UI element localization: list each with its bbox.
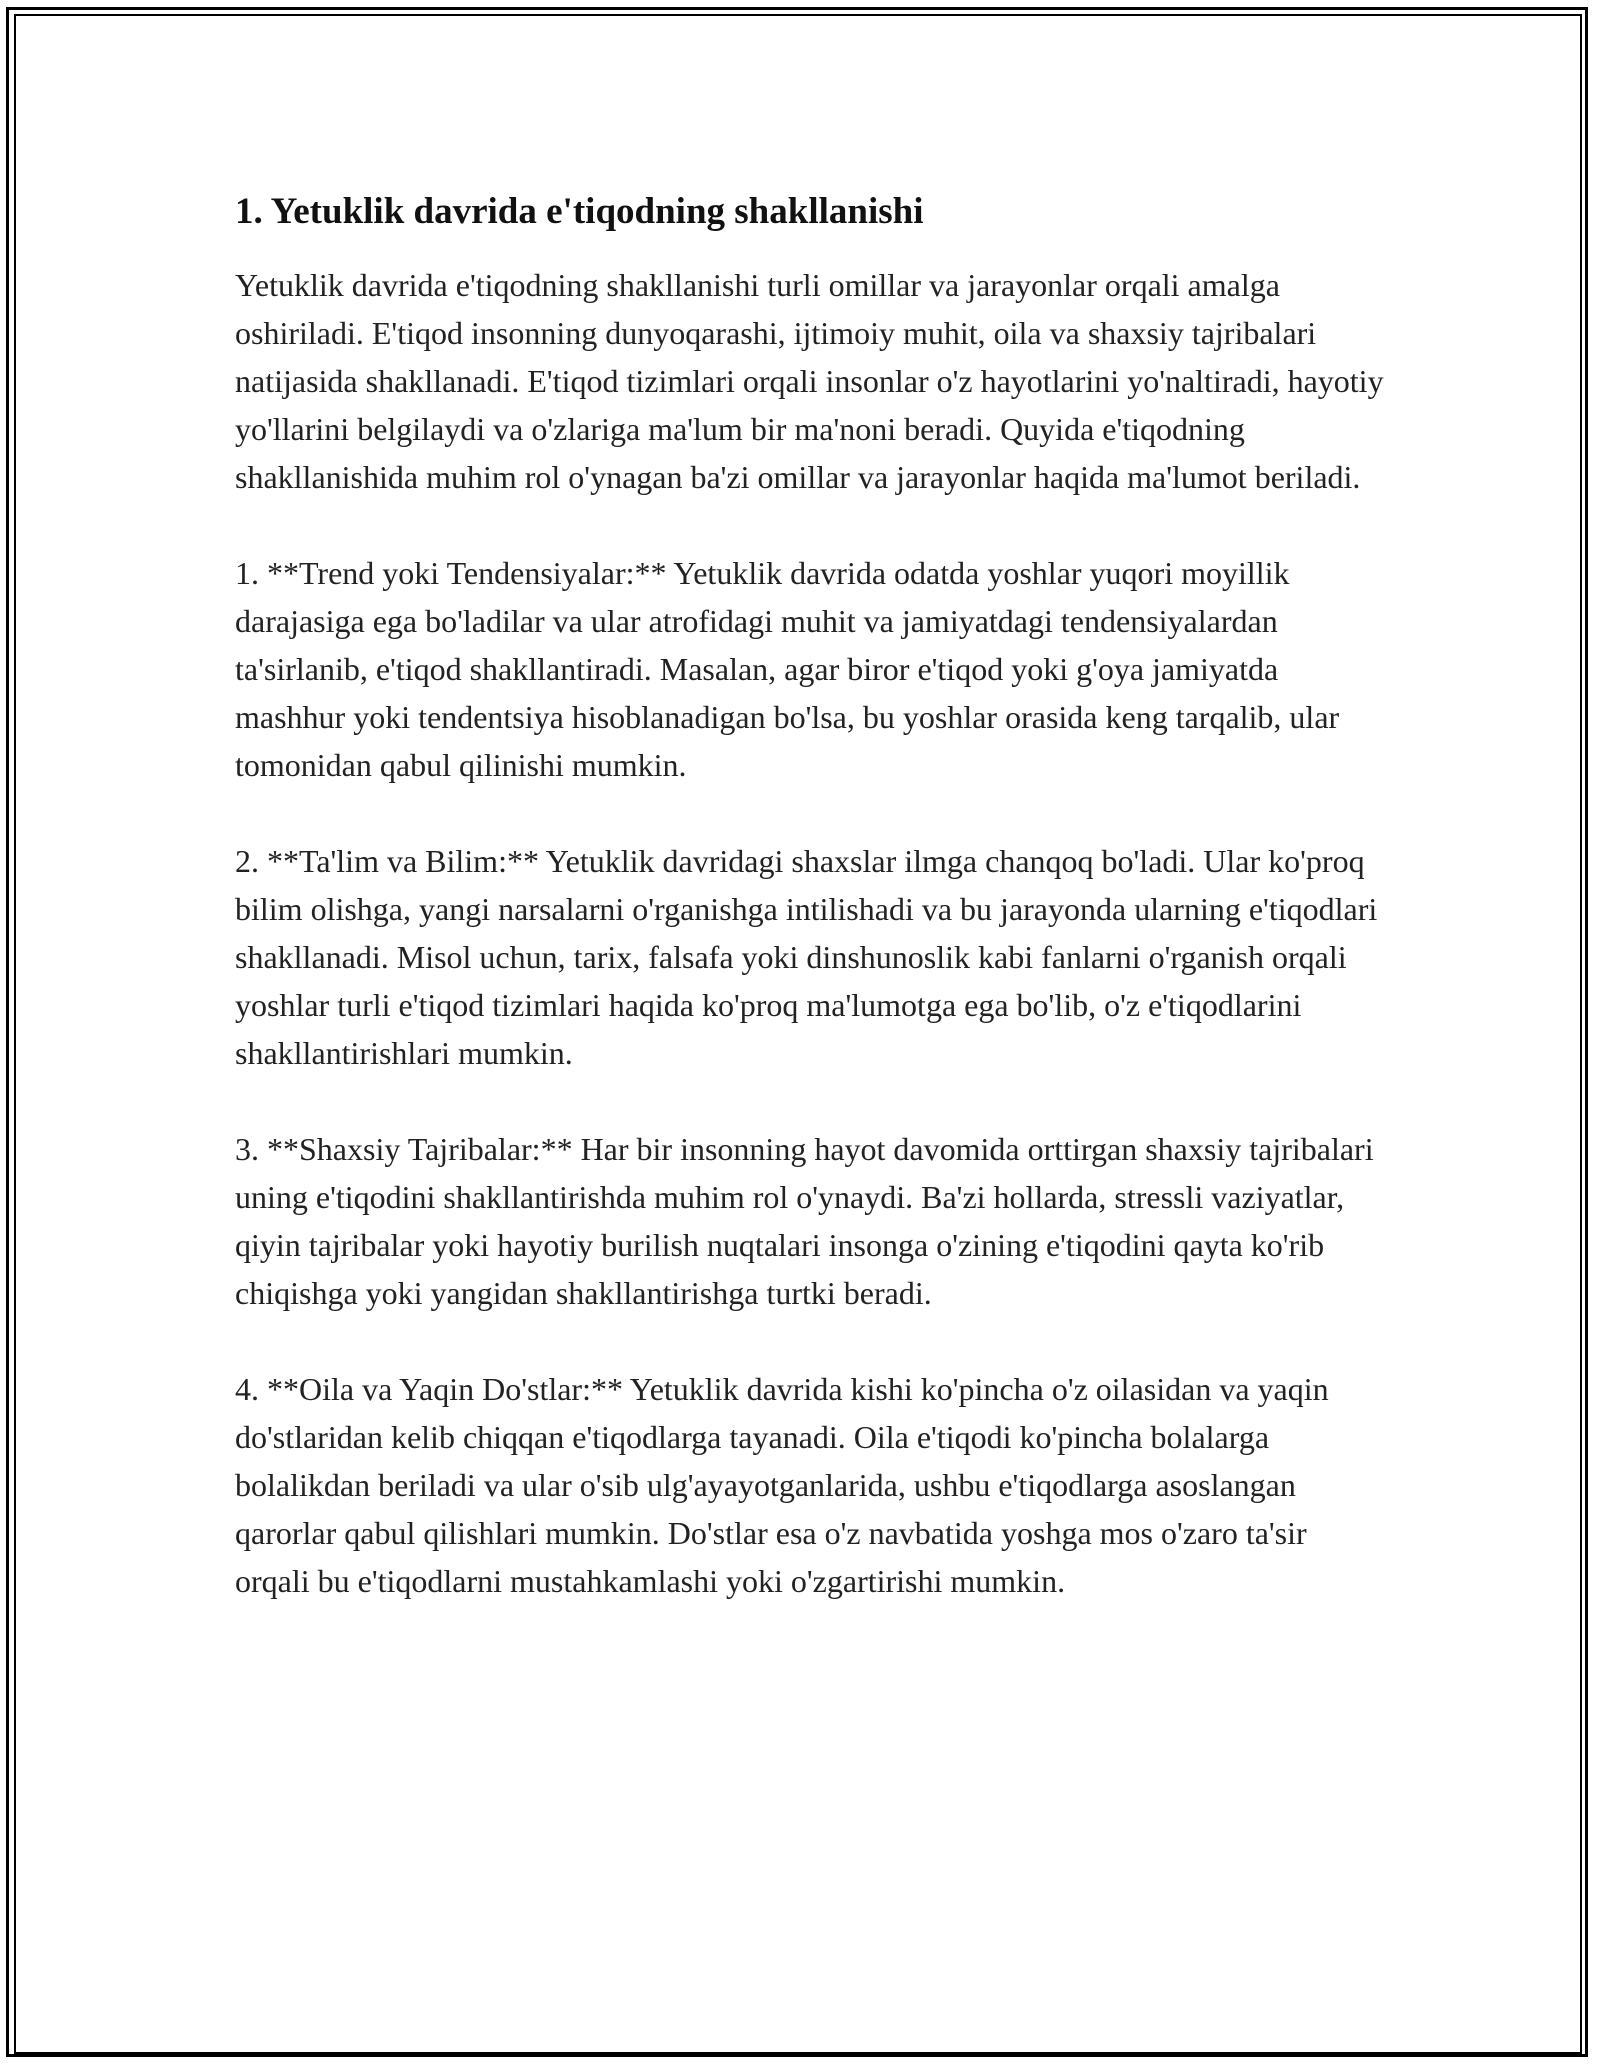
paragraph-personal-experience: 3. **Shaxsiy Tajribalar:** Har bir insonning hayot davomida orttirgan shaxsiy tajribalari uning e'tiqodini shakllantirishda muhim rol o'ynaydi. Ba'zi hollarda, stressli vaziyatlar, qiyin tajribalar yoki hayotiy burilish nuqtalari insonga o'zining e'tiqodini qayta ko'rib chiqishga yoki yangidan shakllantirishga turtki beradi. xyxy=(235,1131,1374,1312)
document-body xyxy=(235,180,1385,1653)
paragraph-trends: 1. **Trend yoki Tendensiyalar:** Yetuklik davrida odatda yoshlar yuqori moyillik darajasiga ega bo'ladilar va ular atrofidagi muhit va jamiyatdagi tendensiyalardan ta'sirlanib, e'tiqod shakllantiradi. Masalan, agar biror e'tiqod yoki g'oya jamiyatda mashhur yoki tendentsiya hisoblanadigan bo'lsa, bu yoshlar orasida keng tarqalib, ular tomonidan qabul qilinishi mumkin. xyxy=(235,555,1340,784)
intro-paragraph: Yetuklik davrida e'tiqodning shakllanishi turli omillar va jarayonlar orqali amalga oshiriladi. E'tiqod insonning dunyoqarashi, ijtimoiy muhit, oila va shaxsiy tajribalari natijasida shakllanadi. E'tiqod tizimlari orqali insonlar o'z hayotlarini yo'naltiradi, hayotiy yo'llarini belgilaydi va o'zlariga ma'lum bir ma'noni beradi. Quyida e'tiqodning shakllanishida muhim rol o'ynagan ba'zi omillar va jarayonlar haqida ma'lumot beriladi. xyxy=(235,267,1384,496)
paragraph-family-friends: 4. **Oila va Yaqin Do'stlar:** Yetuklik davrida kishi ko'pincha o'z oilasidan va yaqin do'stlaridan kelib chiqqan e'tiqodlarga tayanadi. Oila e'tiqodi ko'pincha bolalarga bolalikdan beriladi va ular o'sib ulg'ayayotganlarida, ushbu e'tiqodlarga asoslangan qarorlar qabul qilishlari mumkin. Do'stlar esa o'z navbatida yoshga mos o'zaro ta'sir orqali bu e'tiqodlarni mustahkamlashi yoki o'zgartirishi mumkin. xyxy=(235,1371,1329,1600)
section-heading: 1. Yetuklik davrida e'tiqodning shakllanishi xyxy=(235,191,924,232)
paragraph-education: 2. **Ta'lim va Bilim:** Yetuklik davridagi shaxslar ilmga chanqoq bo'ladi. Ular ko'proq bilim olishga, yangi narsalarni o'rganishga intilishadi va bu jarayonda ularning e'tiqodlari shakllanadi. Misol uchun, tarix, falsafa yoki dinshunoslik kabi fanlarni o'rganish orqali yoshlar turli e'tiqod tizimlari haqida ko'proq ma'lumotga ega bo'lib, o'z e'tiqodlarini shakllantirishlari mumkin. xyxy=(235,843,1378,1072)
